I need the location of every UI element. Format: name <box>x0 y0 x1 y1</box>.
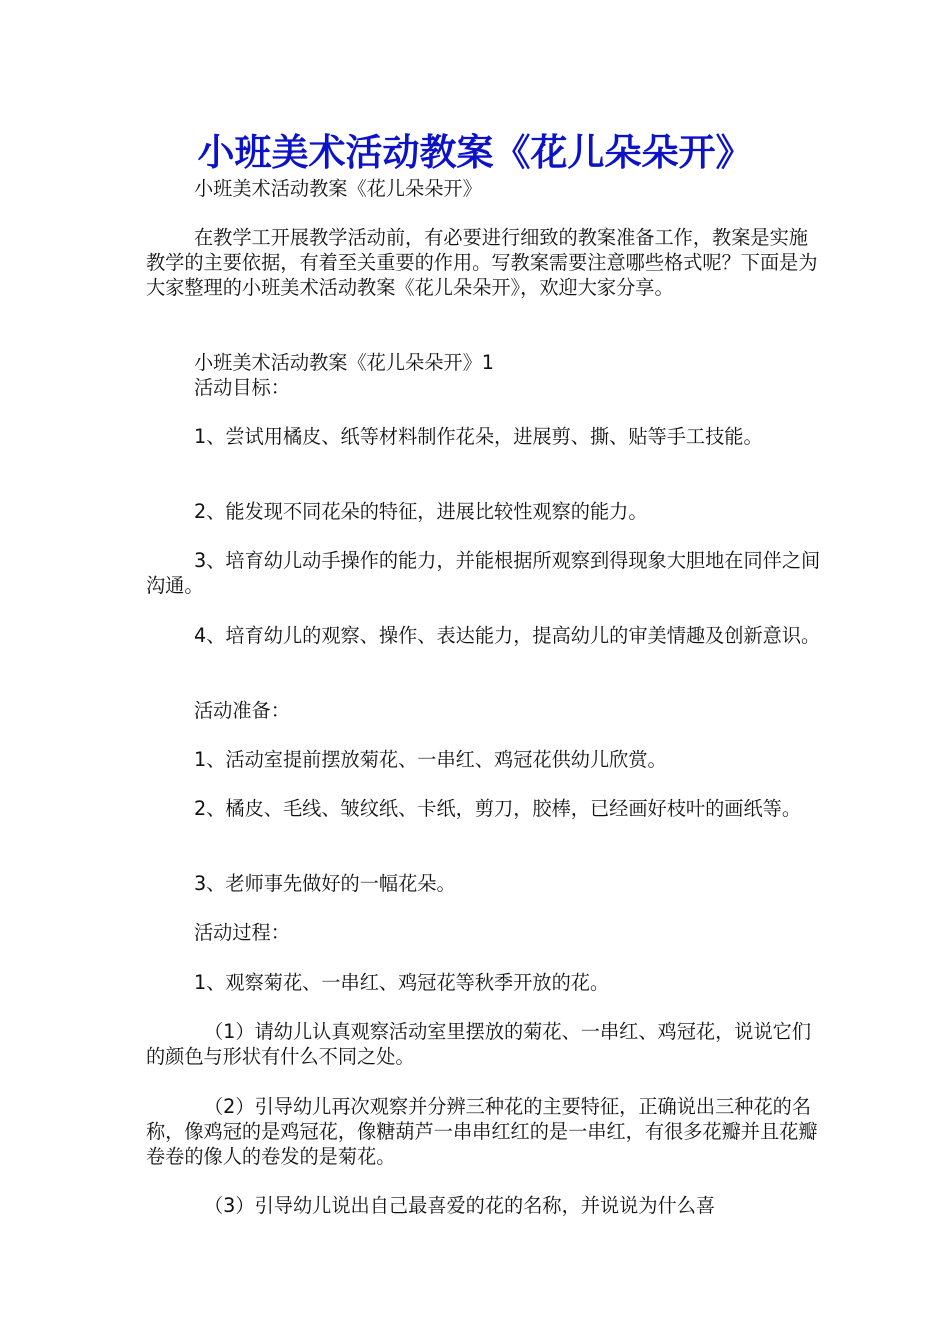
goal-item: 3、培育幼儿动手操作的能力，并能根据所观察到得现象大胆地在同伴之间沟通。 <box>146 549 821 597</box>
goals-heading: 活动目标： <box>194 376 290 399</box>
document-subtitle: 小班美术活动教案《花儿朵朵开》 <box>194 177 482 200</box>
process-item: （3）引导幼儿说出自己最喜爱的花的名称，并说说为什么喜 <box>204 1194 716 1217</box>
process-item: （2）引导幼儿再次观察并分辨三种花的主要特征，正确说出三种花的名称，像鸡冠的是鸡冠花，像糖葫芦一串串红红的是一串红，有很多花瓣并且花瓣卷卷的像人的卷发的是菊花。 <box>146 1095 818 1168</box>
prep-item: 2、橘皮、毛线、皱纹纸、卡纸，剪刀，胶棒，已经画好枝叶的画纸等。 <box>194 797 802 820</box>
process-heading: 活动过程： <box>194 921 290 944</box>
goal-item: 4、培育幼儿的观察、操作、表达能力，提高幼儿的审美情趣及创新意识。 <box>194 624 821 647</box>
intro-paragraph: 在教学工开展教学活动前，有必要进行细致的教案准备工作，教案是实施教学的主要依据，有着至关重要的作用。写教案需要注意哪些格式呢？下面是为大家整理的小班美术活动教案《花儿朵朵开》，欢迎大家分享。 <box>146 226 818 299</box>
section-heading: 小班美术活动教案《花儿朵朵开》1 <box>194 351 495 374</box>
goal-item: 2、能发现不同花朵的特征，进展比较性观察的能力。 <box>194 500 648 523</box>
process-item: （1）请幼儿认真观察活动室里摆放的菊花、一串红、鸡冠花，说说它们的颜色与形状有什么不同之处。 <box>146 1020 812 1068</box>
prep-item: 3、老师事先做好的一幅花朵。 <box>194 872 456 895</box>
document-title: 小班美术活动教案《花儿朵朵开》 <box>197 130 753 174</box>
process-item: 1、观察菊花、一串红、鸡冠花等秋季开放的花。 <box>194 971 610 994</box>
prep-item: 1、活动室提前摆放菊花、一串红、鸡冠花供幼儿欣赏。 <box>194 748 667 771</box>
prep-heading: 活动准备： <box>194 699 290 722</box>
goal-item: 1、尝试用橘皮、纸等材料制作花朵，进展剪、撕、贴等手工技能。 <box>194 425 763 448</box>
